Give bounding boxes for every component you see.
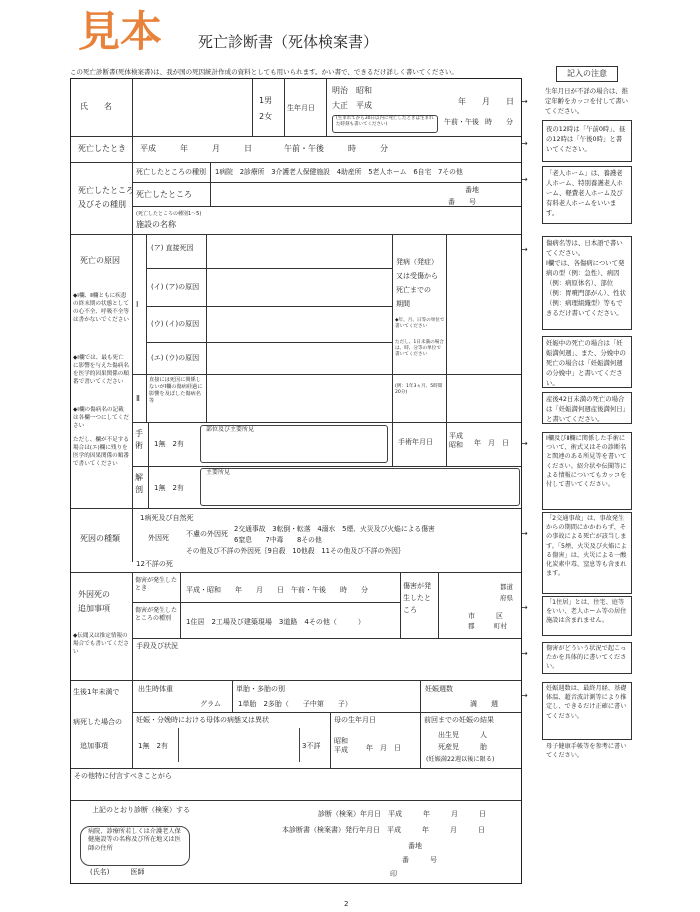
infant-label-1: 生後1年未満で — [73, 688, 120, 696]
surgery-option[interactable]: 1無 2有 — [154, 440, 184, 448]
birth-date-label: 生年月日 — [287, 104, 315, 112]
gestation-weeks-unit[interactable]: 満 週 — [470, 700, 498, 708]
death-time-value[interactable]: 平成 年 月 日 午前・午後 時 分 — [140, 144, 388, 153]
cause-note-3: ◆Ⅰ欄の傷病名の記載は各欄一つにしてください — [73, 407, 129, 429]
external-label-1: 外因死の — [78, 590, 110, 599]
onset-note-1: ◆年、月、日等の単位で書いてください — [395, 318, 445, 330]
external-label-2: 追加事項 — [78, 604, 110, 613]
signature-banchi: 番地 — [408, 842, 422, 850]
onset-note-3: (例：1年3ヵ月、5時間20分) — [395, 384, 443, 396]
mother-birth-era[interactable]: 昭和 平成 — [334, 737, 348, 754]
onset-label-2: 又は受傷から — [396, 272, 438, 280]
note-6: 妊娠中の死亡の場合は「妊娠満何週」、また、分娩中の死亡の場合は「妊娠満何週の分娩中」と書いてください。 — [546, 339, 626, 387]
gestation-weeks-label: 妊娠週数 — [425, 685, 453, 693]
era-taisho-heisei[interactable]: 大正 平成 — [332, 101, 372, 110]
sample-stamp: 見本 — [78, 7, 163, 56]
doctor-name-label: (氏名) 医師 — [90, 868, 145, 876]
injury-site-city: 市 区 — [468, 612, 503, 620]
autopsy-option[interactable]: 1無 2有 — [154, 484, 184, 492]
injury-place-kind-label: 傷害が発生したところの種別 — [135, 607, 178, 622]
remarks-field[interactable] — [74, 782, 516, 798]
death-place-banchi: 番地 — [465, 186, 479, 194]
page-number: 2 — [344, 900, 349, 908]
previous-stillbirths[interactable]: 死産児 胎 — [438, 743, 487, 751]
death-kind-unknown[interactable]: 12不詳の死 — [136, 560, 173, 568]
surgery-label: 手術 — [135, 429, 143, 450]
diagnosis-date[interactable]: 診断（検案）年月日 平成 年 月 日 — [318, 810, 486, 818]
cause-d-field[interactable] — [210, 346, 388, 372]
injury-place-options[interactable]: 1住居 2工場及び建築現場 3道路 4その他（ ） — [186, 618, 365, 626]
arrow-icon: → — [521, 603, 528, 612]
surgery-ymd[interactable]: 年 月 日 — [474, 439, 509, 447]
note-12: 妊娠週数は、最終月経、基礎体温、超音波計測等により推定し、できるだけ正確に書いてください。 — [546, 685, 627, 720]
arrow-icon: → — [521, 139, 528, 148]
multiple-birth-options[interactable]: 1単胎 2多胎（ 子中第 子） — [238, 700, 352, 708]
birth-weight-label: 出生時体重 — [138, 685, 173, 693]
onset-note-2: ただし、1日未満の場合は、時、分等の単位で書いてください — [395, 340, 444, 358]
seal-mark: 印 — [390, 870, 397, 878]
hospital-note: 病院、診療所若しくは介護老人保健施設等の名称及び所在地又は医師の住所 — [88, 828, 181, 852]
cause-roman-ii: Ⅱ — [136, 394, 140, 403]
death-place-ban: 番 号 — [448, 198, 476, 206]
injury-time-label: 傷害が発生したとき — [135, 577, 178, 592]
era-meiji-showa[interactable]: 明治 昭和 — [332, 86, 372, 95]
cause-b: (イ) (ア)の原因 — [151, 283, 200, 291]
autopsy-label: 解剖 — [135, 473, 143, 494]
cause-b-field[interactable] — [210, 272, 388, 302]
multiple-birth-label: 単胎・多胎の別 — [236, 685, 285, 693]
cause-label: 死亡の原因 — [80, 256, 120, 265]
cause-note-1: ◆Ⅰ欄、Ⅱ欄ともに疾患の終末期の状態としての心不全、呼吸不全等は書かないでください — [73, 293, 129, 323]
signature-ban: 番 号 — [402, 856, 437, 864]
arrow-icon: → — [521, 529, 528, 538]
note-10: 「1住居」とは、住宅、庭等をいい、老人ホーム等の居住施設は含まれません。 — [546, 599, 627, 625]
death-place-kinds[interactable]: 1病院 2診療所 3介護老人保健施設 4助産所 5老人ホーム 6自宅 7その他 — [215, 168, 463, 176]
cause-note-2: ◆Ⅰ欄では、最も死亡に影響を与えた傷病名を医学的因果関係の順番で書いてください — [73, 355, 129, 385]
note-2: 夜の12時は「午前0時」、昼の12時は「午後0時」と書いてください。 — [546, 125, 626, 153]
arrow-icon: → — [521, 439, 528, 448]
mother-condition-label: 妊娠・分娩時における母体の病態又は異状 — [136, 716, 269, 724]
death-kind-items-b[interactable]: 6窒息 7中毒 8その他 — [234, 536, 322, 544]
cause-ii-note: 直接には死因に関係しないがⅠ欄の傷病経過に影響を及ぼした傷病名等 — [149, 377, 203, 404]
notes-heading: 記入の注意 — [556, 66, 618, 82]
birth-hm[interactable]: 時 分 — [485, 118, 513, 126]
note-3: 「老人ホーム」は、養護老人ホーム、特別養護老人ホーム、軽費老人ホーム及び有料老人ホームをいいます。 — [546, 169, 623, 217]
onset-label-4: 期間 — [396, 300, 410, 308]
remarks-label: その他特に付言すべきことがら — [74, 772, 172, 780]
name-field[interactable] — [136, 84, 248, 130]
sex-male-option[interactable]: 1男 — [259, 96, 273, 105]
note-11: 傷害がどういう状況で起こったかを具体的に書いてください。 — [546, 645, 627, 671]
note-7: 産後42日未満の死亡の場合は「妊娠満何週産後満何日」と書いてください。 — [546, 395, 626, 423]
cause-roman-i: Ⅰ — [136, 300, 139, 309]
injury-site-pref: 都道府県 — [500, 583, 513, 602]
cause-c-field[interactable] — [210, 310, 388, 340]
note-1: 生年月日が不詳の場合は、推定年齢をカッコを付して書いてください。 — [545, 87, 629, 115]
mother-birth-label: 母の生年月日 — [334, 716, 376, 724]
note-9: 「2交通事故」は、事故発生からの期間にかかわらず、その事故による死亡が該当します。「5煙、火災及び火焔による傷害」は、火災による一酸化炭素中毒、窒息等も含まれます。 — [546, 515, 627, 578]
mother-condition-unknown[interactable]: 3不詳 — [302, 742, 321, 750]
surgery-finding-label: 部位及び主要所見 — [206, 426, 255, 433]
note-8: Ⅰ欄及びⅡ欄に関係した手術について、術式又はその診断名と関連のある所見等を書いてください。紹介状や伝聞等による情報についてもカッコを付して書いてください。 — [546, 435, 627, 489]
birth-ymd[interactable]: 年 月 日 — [458, 97, 514, 106]
mother-birth-ymd[interactable]: 年 月 日 — [366, 744, 401, 752]
surgery-date-label: 手術年月日 — [398, 438, 433, 446]
birth-weight-unit[interactable]: グラム — [200, 700, 221, 708]
method-label: 手段及び状況 — [136, 642, 178, 650]
arrow-icon: → — [521, 649, 528, 658]
injury-time-value[interactable]: 平成・昭和 年 月 日 午前・午後 時 分 — [186, 586, 368, 594]
note-5: Ⅰ欄では、各傷病について発病の型（例：急性）、病因（例：病原体名）、部位（例：胃噴門部がん）、性状（例：病理組織型）等もできるだけ書いてください。 — [546, 259, 626, 317]
cause-note-4: ただし、欄が不足する場合は(エ)欄に残りを医学的因果関係の順番で書いてください — [73, 437, 129, 467]
death-kind-unforeseen: 不慮の外因死 — [186, 530, 228, 538]
cause-a-direct: (ア) 直接死因 — [151, 244, 194, 252]
death-place-kind-label: 死亡したところの種別 — [136, 168, 206, 176]
certify-statement: 上記のとおり診断（検案）する — [92, 806, 190, 814]
death-place-address-label: 死亡したところ — [136, 190, 192, 199]
onset-label-3: 死亡までの — [396, 286, 431, 294]
note-13: 母子健康手帳等を参考に書いてください。 — [546, 743, 627, 760]
death-time-label: 死亡したとき — [78, 144, 126, 153]
facility-note: (死亡したところの種別1～5) — [136, 211, 202, 217]
birth-ampm[interactable]: 午前・午後 — [444, 118, 479, 126]
cause-d: (エ) (ウ)の原因 — [151, 354, 200, 362]
issue-date[interactable]: 本診断書（検案書）発行年月日 平成 年 月 日 — [282, 826, 485, 834]
intro-text: この死亡診断書(死体検案書)は、我が国の死因統計作成の資料としても用いられます。かい書で、できるだけ詳しく書いてください。 — [70, 68, 458, 76]
method-field[interactable] — [136, 652, 516, 676]
death-kind-label: 死因の種類 — [80, 534, 120, 543]
cause-ii-field[interactable] — [210, 378, 388, 418]
previous-pregnancy-label: 前回までの妊娠の結果 — [424, 716, 494, 724]
death-place-label-2: 及びその種別 — [78, 200, 126, 209]
infant-label-2: 病死した場合の — [73, 718, 122, 726]
arrow-icon: → — [521, 175, 528, 184]
cause-a-field[interactable] — [210, 238, 388, 266]
sex-female-option[interactable]: 2女 — [259, 112, 273, 121]
arrow-icon: → — [521, 97, 528, 106]
death-kind-external-label: 外因死 — [148, 534, 169, 542]
arrow-icon: → — [521, 691, 528, 700]
injury-site-town: 郡 町村 — [468, 622, 507, 630]
death-place-label-1: 死亡したところ — [78, 186, 134, 195]
infant-label-3: 追加事項 — [80, 742, 108, 750]
cause-c: (ウ) (イ)の原因 — [151, 320, 200, 328]
arrow-icon: → — [521, 245, 528, 254]
name-label: 氏 名 — [80, 102, 112, 111]
onset-label-1: 発病（発症） — [396, 258, 438, 266]
birth-time-note: (生まれてから30日以内に死亡したときは生まれた時刻も書いてください) — [336, 116, 434, 127]
injury-site-label: 傷害が発生したところ — [403, 582, 431, 614]
surgery-era[interactable]: 平成 昭和 — [449, 432, 463, 449]
death-kind-items-a[interactable]: 2交通事故 3転倒・転落 4溺水 5煙、火災及び火焔による傷害 — [234, 525, 435, 533]
death-kind-natural[interactable]: 1病死及び自然死 — [140, 514, 194, 522]
autopsy-finding-label: 主要所見 — [206, 469, 231, 476]
death-kind-other-external[interactable]: その他及び不詳の外因死｛9自殺 10他殺 11その他及び不詳の外因｝ — [186, 547, 405, 555]
note-4: 傷病名等は、日本語で書いてください。 — [546, 239, 623, 257]
document-title: 死亡診断書（死体検案書） — [198, 33, 379, 51]
mother-condition-options[interactable]: 1無 2有 — [138, 742, 168, 750]
previous-live-births[interactable]: 出生児 人 — [438, 731, 487, 739]
external-note: ◆伝聞又は推定情報の場合でも書いてください — [73, 633, 129, 655]
facility-name-label: 施設の名称 — [136, 220, 176, 229]
stillbirth-note: (妊娠満22週以後に限る) — [426, 756, 495, 763]
